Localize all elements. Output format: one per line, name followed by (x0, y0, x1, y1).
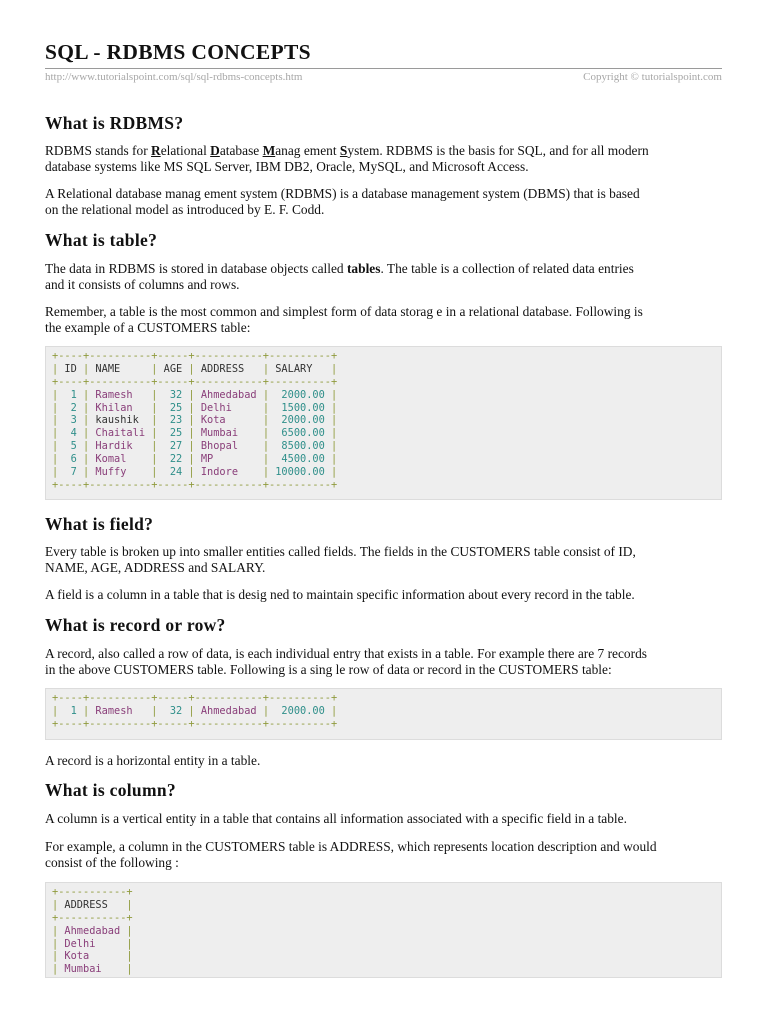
table-cell: SALARY (269, 362, 332, 375)
customers-table-code-block (45, 346, 722, 500)
table-cell: Ramesh (89, 704, 152, 717)
table-cell: 25 (157, 427, 189, 440)
table-cell: 27 (157, 440, 189, 453)
table-border-line (52, 692, 721, 705)
source-url[interactable]: http://www.tutorialspoint.com/sql/sql-rdbms-concepts.htm (45, 71, 303, 83)
table-cell: Komal (89, 453, 152, 466)
heading-what-is-record: What is record or row? (45, 615, 226, 635)
pipe-char: | (262, 401, 270, 414)
pipe-char: | (151, 414, 158, 427)
pipe-char: | (262, 453, 270, 466)
table-cell: 2000.00 (269, 414, 332, 427)
table-row (52, 938, 721, 951)
acronym-letter-d: D (210, 143, 220, 158)
table-row (52, 414, 721, 427)
paragraph-table-example (45, 304, 722, 335)
heading-what-is-table: What is table? (45, 230, 158, 250)
pipe-char: | (126, 937, 133, 950)
table-cell: AGE (157, 362, 189, 375)
heading-what-is-rdbms: What is RDBMS? (45, 113, 184, 133)
table-border-line (52, 912, 721, 925)
table-cell: Ahmedabad (194, 388, 263, 401)
paragraph-field-definition (45, 544, 722, 575)
pipe-char: | (83, 388, 90, 401)
table-row (52, 705, 721, 718)
title-divider (45, 68, 722, 69)
border-chars: +----+----------+-----+-----------+----------+ (52, 692, 338, 704)
pipe-char: | (52, 898, 59, 911)
paragraph-column-example (45, 839, 722, 870)
text: A Relational database manag ement system (RDBMS) is a database management system (DBMS) that is based (45, 186, 640, 201)
pipe-char: | (188, 427, 195, 440)
pipe-char: | (331, 453, 338, 466)
table-cell: Khilan (89, 401, 152, 414)
pipe-char: | (151, 362, 158, 375)
text: on the relational model as introduced by E. F. Codd. (45, 201, 325, 217)
pipe-char: | (188, 401, 195, 414)
table-cell: 2 (58, 401, 84, 414)
table-header-row (52, 899, 721, 912)
table-border-line (52, 479, 721, 492)
pipe-char: | (188, 466, 195, 479)
pipe-char: | (126, 898, 133, 911)
table-cell: ADDRESS (194, 362, 263, 375)
table-cell: 7 (58, 466, 84, 479)
pipe-char: | (331, 401, 338, 414)
border-chars: +----+----------+-----+-----------+----------+ (52, 375, 338, 388)
border-chars: +----+----------+-----+-----------+----------+ (52, 478, 338, 491)
paragraph-field-column: A field is a column in a table that is desig ned to maintain specific information about every record in the table. (45, 587, 635, 602)
table-cell: 4 (58, 427, 84, 440)
table-cell: 8500.00 (269, 440, 332, 453)
pipe-char: | (151, 704, 158, 717)
pipe-char: | (83, 401, 90, 414)
pipe-char: | (331, 362, 338, 375)
pipe-char: | (331, 440, 338, 453)
pipe-char: | (52, 963, 59, 976)
text: For example, a column in the CUSTOMERS table is ADDRESS, which represents location description and would (45, 839, 657, 854)
table-cell: 25 (157, 401, 189, 414)
table-cell: MP (194, 453, 263, 466)
table-cell: 32 (157, 388, 189, 401)
table-cell: Mumbai (58, 963, 127, 976)
pipe-char: | (262, 440, 270, 453)
table-cell: 2000.00 (269, 388, 332, 401)
pipe-char: | (188, 440, 195, 453)
pipe-char: | (331, 388, 338, 401)
pipe-char: | (188, 388, 195, 401)
table-cell: 22 (157, 453, 189, 466)
paragraph-table-definition (45, 261, 722, 292)
text: Remember, a table is the most common and simplest form of data storag e in a relational database. Following is (45, 304, 643, 319)
pipe-char: | (52, 937, 59, 950)
text: A record, also called a row of data, is each individual entry that exists in a table. For example there are 7 records (45, 646, 647, 661)
pipe-char: | (52, 950, 59, 963)
table-row (52, 453, 721, 466)
pipe-char: | (52, 924, 59, 937)
pipe-char: | (52, 466, 59, 479)
paragraph-record-definition (45, 646, 722, 677)
table-cell: 6500.00 (269, 427, 332, 440)
term-tables: tables (346, 261, 381, 276)
pipe-char: | (188, 704, 195, 717)
pipe-char: | (188, 453, 195, 466)
pipe-char: | (126, 924, 133, 937)
table-cell: 3 (58, 414, 84, 427)
border-chars: +----+----------+-----+-----------+----------+ (52, 717, 338, 730)
text: anag ement (275, 143, 340, 158)
text: the example of a CUSTOMERS table: (45, 319, 251, 335)
text: . The table is a collection of related data entries (380, 261, 634, 276)
table-cell: Ahmedabad (194, 704, 263, 717)
text: in the above CUSTOMERS table. Following is a sing le row of data or record in the CUSTOMERS table: (45, 661, 612, 677)
table-cell: Hardik (89, 440, 152, 453)
heading-what-is-field: What is field? (45, 514, 154, 534)
table-cell: 23 (157, 414, 189, 427)
heading-what-is-column: What is column? (45, 780, 176, 800)
table-cell: 5 (58, 440, 84, 453)
pipe-char: | (151, 440, 158, 453)
table-border-line (52, 886, 721, 899)
pipe-char: | (262, 427, 270, 440)
text: NAME, AGE, ADDRESS and SALARY. (45, 559, 266, 575)
border-chars: +----+----------+-----+-----------+----------+ (52, 350, 338, 362)
pipe-char: | (83, 362, 90, 375)
pipe-char: | (151, 427, 158, 440)
text: atabase (219, 143, 263, 158)
table-cell: 4500.00 (269, 453, 332, 466)
paragraph-column-definition: A column is a vertical entity in a table that contains all information associated with a specific field in a table. (45, 811, 627, 826)
pipe-char: | (83, 466, 90, 479)
table-cell: Indore (194, 466, 263, 479)
text: consist of the following : (45, 854, 179, 870)
border-chars: +-----------+ (52, 911, 133, 924)
pipe-char: | (331, 466, 338, 479)
table-cell: 1500.00 (269, 401, 332, 414)
pipe-char: | (331, 704, 338, 717)
pipe-char: | (126, 963, 133, 976)
table-cell: 1 (58, 704, 84, 717)
pipe-char: | (262, 362, 270, 375)
pipe-char: | (52, 362, 59, 375)
table-row (52, 402, 721, 415)
text: The data in RDBMS is stored in database objects called (45, 261, 347, 276)
table-cell: Delhi (58, 937, 127, 950)
pipe-char: | (52, 427, 59, 440)
acronym-letter-r: R (151, 143, 161, 158)
single-row-code-block (45, 688, 722, 740)
table-header-row (52, 363, 721, 376)
table-cell: 32 (157, 704, 189, 717)
table-row (52, 950, 721, 963)
table-border-line (52, 718, 721, 731)
pipe-char: | (262, 414, 270, 427)
table-cell: 2000.00 (269, 704, 332, 717)
pipe-char: | (83, 414, 90, 427)
pipe-char: | (126, 950, 133, 963)
address-column-code-block (45, 882, 722, 978)
table-cell: Kota (58, 950, 127, 963)
table-cell: Chaitali (89, 427, 152, 440)
table-cell: ID (58, 362, 84, 375)
pipe-char: | (151, 466, 158, 479)
table-cell: NAME (89, 362, 152, 375)
pipe-char: | (83, 440, 90, 453)
pipe-char: | (52, 704, 59, 717)
table-cell: 10000.00 (269, 466, 332, 479)
table-cell: Kota (194, 414, 263, 427)
acronym-letter-s: S (339, 143, 348, 158)
table-cell: 1 (58, 388, 84, 401)
table-cell: Muffy (89, 466, 152, 479)
pipe-char: | (83, 427, 90, 440)
text: database systems like MS SQL Server, IBM DB2, Oracle, MySQL, and Microsoft Access. (45, 158, 529, 174)
table-cell: 24 (157, 466, 189, 479)
pipe-char: | (83, 704, 90, 717)
paragraph-rdbms-codd (45, 186, 722, 217)
pipe-char: | (52, 401, 59, 414)
table-cell: Mumbai (194, 427, 263, 440)
table-cell: ADDRESS (58, 898, 127, 911)
table-border-line (52, 350, 721, 363)
paragraph-record-horizontal: A record is a horizontal entity in a table. (45, 753, 261, 768)
table-border-line (52, 376, 721, 389)
pipe-char: | (262, 388, 270, 401)
page-title: SQL - RDBMS CONCEPTS (45, 40, 311, 64)
pipe-char: | (52, 453, 59, 466)
table-cell: Bhopal (194, 440, 263, 453)
table-cell: Ahmedabad (58, 924, 127, 937)
text: RDBMS stands for (45, 143, 152, 158)
text: ystem. RDBMS is the basis for SQL, and for all modern (347, 143, 649, 158)
table-row (52, 389, 721, 402)
text: Every table is broken up into smaller entities called fields. The fields in the CUSTOMERS table consist of ID, (45, 544, 636, 559)
paragraph-rdbms-definition (45, 143, 722, 174)
pipe-char: | (151, 401, 158, 414)
pipe-char: | (151, 388, 158, 401)
table-row (52, 925, 721, 938)
pipe-char: | (52, 388, 59, 401)
pipe-char: | (151, 453, 158, 466)
table-row (52, 427, 721, 440)
text: and it consists of columns and rows. (45, 276, 240, 292)
pipe-char: | (262, 704, 270, 717)
acronym-letter-m: M (262, 143, 276, 158)
table-cell: Delhi (194, 401, 263, 414)
table-cell: Ramesh (89, 388, 152, 401)
pipe-char: | (331, 427, 338, 440)
text: elational (160, 143, 211, 158)
pipe-char: | (52, 440, 59, 453)
table-row (52, 466, 721, 479)
pipe-char: | (331, 414, 338, 427)
table-row (52, 963, 721, 976)
pipe-char: | (83, 453, 90, 466)
pipe-char: | (262, 466, 270, 479)
table-row (52, 440, 721, 453)
copyright-notice: Copyright © tutorialspoint.com (583, 71, 722, 83)
pipe-char: | (188, 414, 195, 427)
pipe-char: | (52, 414, 59, 427)
table-cell: kaushik (89, 414, 152, 427)
border-chars: +-----------+ (52, 886, 133, 898)
pipe-char: | (188, 362, 195, 375)
table-cell: 6 (58, 453, 84, 466)
